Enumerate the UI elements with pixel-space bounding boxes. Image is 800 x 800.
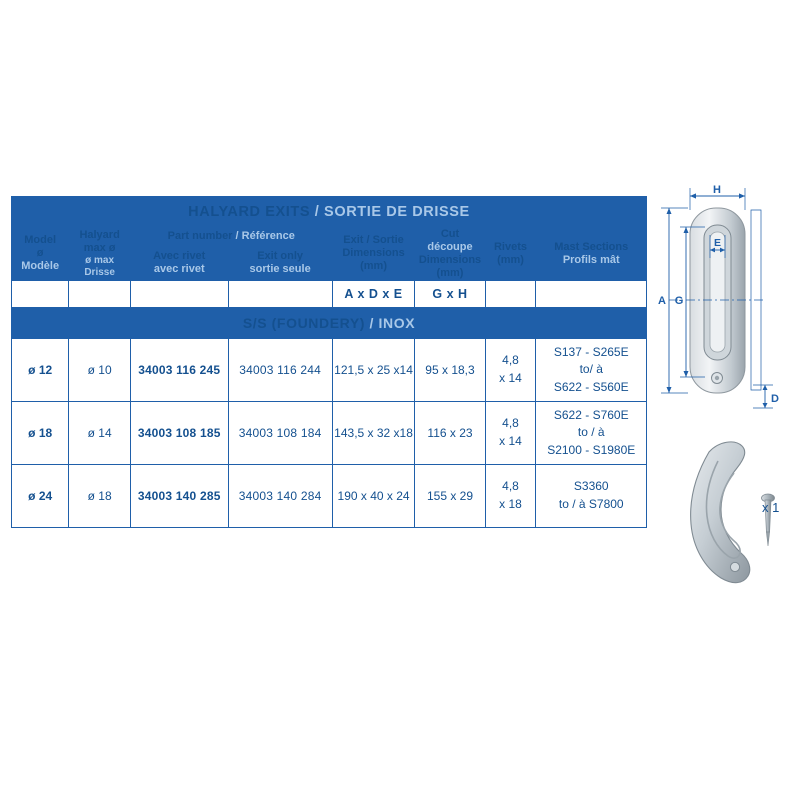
arrow-a-bottom <box>667 387 672 393</box>
arrow-h-right <box>739 193 745 198</box>
table-title-row <box>12 197 647 228</box>
header-with-rivet-en: Avec rivet <box>153 249 206 262</box>
table-row <box>12 338 647 401</box>
arrow-h-left <box>690 193 696 198</box>
label-g: G <box>674 295 684 307</box>
cell-model: ø 24 <box>12 464 69 527</box>
arrow-a-top <box>667 208 672 214</box>
rivet-tip <box>766 532 769 546</box>
cell-mast-line1: S622 - S760E <box>553 407 629 422</box>
header-cut-line4: (mm) <box>436 266 464 279</box>
label-a: A <box>658 295 666 307</box>
header-part-number <box>130 228 332 246</box>
dimcode-axdxe: A x D x E <box>332 280 415 307</box>
header-model-fr: Modèle <box>21 260 60 273</box>
header-exit-only-en: Exit only <box>257 249 304 262</box>
cell-mast-line1: S3360 <box>573 479 609 494</box>
header-halyard-fr-2: Drisse <box>84 266 115 278</box>
dimcode-blank-mast <box>536 280 647 307</box>
header-with-rivet-fr: avec rivet <box>153 262 205 275</box>
cell-rivets-line2: x 14 <box>499 370 522 385</box>
header-mast-line1: Mast Sections <box>554 240 629 253</box>
header-halyard-fr-1: ø max <box>85 255 115 267</box>
header-halyard <box>69 228 131 281</box>
table-title-fr: SORTIE DE DRISSE <box>324 204 470 220</box>
arrow-d-top <box>763 385 768 390</box>
dimcode-gxh: G x H <box>415 280 485 307</box>
front-view-drawing <box>658 184 779 408</box>
cell-part-exit-only: 34003 108 184 <box>228 401 332 464</box>
header-with-rivet <box>130 246 228 281</box>
table-row <box>12 464 647 527</box>
header-halyard-en: Halyard <box>79 229 120 242</box>
label-h: H <box>713 184 721 196</box>
label-e: E <box>713 237 722 249</box>
table-row <box>12 401 647 464</box>
cell-rivets-line1: 4,8 <box>502 416 519 431</box>
cell-halyard: ø 18 <box>69 464 131 527</box>
dimcode-blank-model <box>12 280 69 307</box>
header-rivets-line2: (mm) <box>497 253 524 266</box>
dimcode-blank-halyard <box>69 280 131 307</box>
cell-mast-line2: to/ à <box>579 362 603 377</box>
cell-rivets-line1: 4,8 <box>502 353 519 368</box>
cell-model: ø 18 <box>12 401 69 464</box>
header-cut-line1: Cut <box>440 228 460 240</box>
cell-mast-line3: S622 - S560E <box>553 379 629 394</box>
cell-mast-line2: to / à S7800 <box>558 496 624 511</box>
header-exit-dimensions-line1: Exit / Sortie <box>343 234 404 247</box>
cell-cut-dimensions: 155 x 29 <box>415 464 485 527</box>
fastener-hole-center <box>715 376 719 380</box>
cell-exit-dimensions: 121,5 x 25 x14 <box>332 338 415 401</box>
section-band-separator: / <box>369 314 375 331</box>
header-exit-dimensions-line3: (mm) <box>360 260 387 273</box>
header-model-symbol: ø <box>36 247 44 260</box>
cell-mast-line3: S2100 - S1980E <box>547 442 636 457</box>
table-title-separator: / <box>314 204 320 220</box>
dimcode-blank-rivets <box>485 280 536 307</box>
arrow-g-bottom <box>684 371 689 377</box>
cell-rivets-line2: x 14 <box>499 433 522 448</box>
cell-part-with-rivet: 34003 108 185 <box>130 401 228 464</box>
halyard-exits-table <box>11 196 647 528</box>
cell-exit-dimensions: 143,5 x 32 x18 <box>332 401 415 464</box>
cell-mast-line2: to / à <box>577 425 605 440</box>
table-title <box>12 197 647 228</box>
table-title-en: HALYARD EXITS <box>188 204 311 220</box>
cell-mast-sections <box>536 464 647 527</box>
cell-rivets <box>485 401 536 464</box>
cell-cut-dimensions: 116 x 23 <box>415 401 485 464</box>
header-exit-dimensions <box>332 228 415 281</box>
cell-halyard: ø 10 <box>69 338 131 401</box>
halyard-exits-table-container <box>11 196 647 528</box>
header-halyard-max: max ø <box>83 242 116 255</box>
section-band-en: S/S (FOUNDERY) <box>242 314 366 331</box>
table-dimension-code-row <box>12 280 647 307</box>
cell-part-with-rivet: 34003 140 285 <box>130 464 228 527</box>
header-exit-only <box>228 246 332 281</box>
cell-halyard: ø 14 <box>69 401 131 464</box>
product-diagram <box>655 180 800 620</box>
cell-rivets <box>485 464 536 527</box>
cell-rivets-line2: x 18 <box>499 496 522 511</box>
header-part-number-separator: / <box>235 230 239 243</box>
header-part-number-fr: Référence <box>241 230 295 243</box>
cell-mast-sections <box>536 338 647 401</box>
dimcode-blank-with-rivet <box>130 280 228 307</box>
cell-model: ø 12 <box>12 338 69 401</box>
cell-mast-sections <box>536 401 647 464</box>
header-cut-dimensions <box>415 228 485 281</box>
table-header-row-1 <box>12 228 647 246</box>
header-exit-dimensions-line2: Dimensions <box>342 247 405 260</box>
cell-part-with-rivet: 34003 116 245 <box>130 338 228 401</box>
quantity-label: x 1 <box>762 500 780 515</box>
label-d: D <box>771 393 779 405</box>
header-part-number-en: Part number <box>167 230 233 243</box>
header-cut-line3: Dimensions <box>418 253 482 266</box>
section-band-stainless <box>12 307 647 338</box>
cell-mast-line1: S137 - S265E <box>553 344 629 359</box>
header-cut-line2: découpe <box>427 240 473 253</box>
table-section-band-row <box>12 307 647 338</box>
header-model-en: Model <box>24 234 57 247</box>
header-mast-sections <box>536 228 647 281</box>
cell-exit-dimensions: 190 x 40 x 24 <box>332 464 415 527</box>
part-fastener-hole <box>730 562 739 571</box>
cell-part-exit-only: 34003 116 244 <box>228 338 332 401</box>
diagram-svg <box>655 180 800 620</box>
arrow-d-bottom <box>763 403 768 408</box>
cell-rivets <box>485 338 536 401</box>
cell-cut-dimensions: 95 x 18,3 <box>415 338 485 401</box>
dimcode-blank-exit-only <box>228 280 332 307</box>
cell-rivets-line1: 4,8 <box>502 479 519 494</box>
header-rivets <box>485 228 536 281</box>
header-mast-line2: Profils mât <box>562 253 620 266</box>
header-model <box>12 228 69 281</box>
header-rivets-line1: Rivets <box>493 240 528 253</box>
section-band-fr: INOX <box>378 314 416 331</box>
header-exit-only-fr: sortie seule <box>249 262 311 275</box>
arrow-g-top <box>684 227 689 233</box>
cell-part-exit-only: 34003 140 284 <box>228 464 332 527</box>
